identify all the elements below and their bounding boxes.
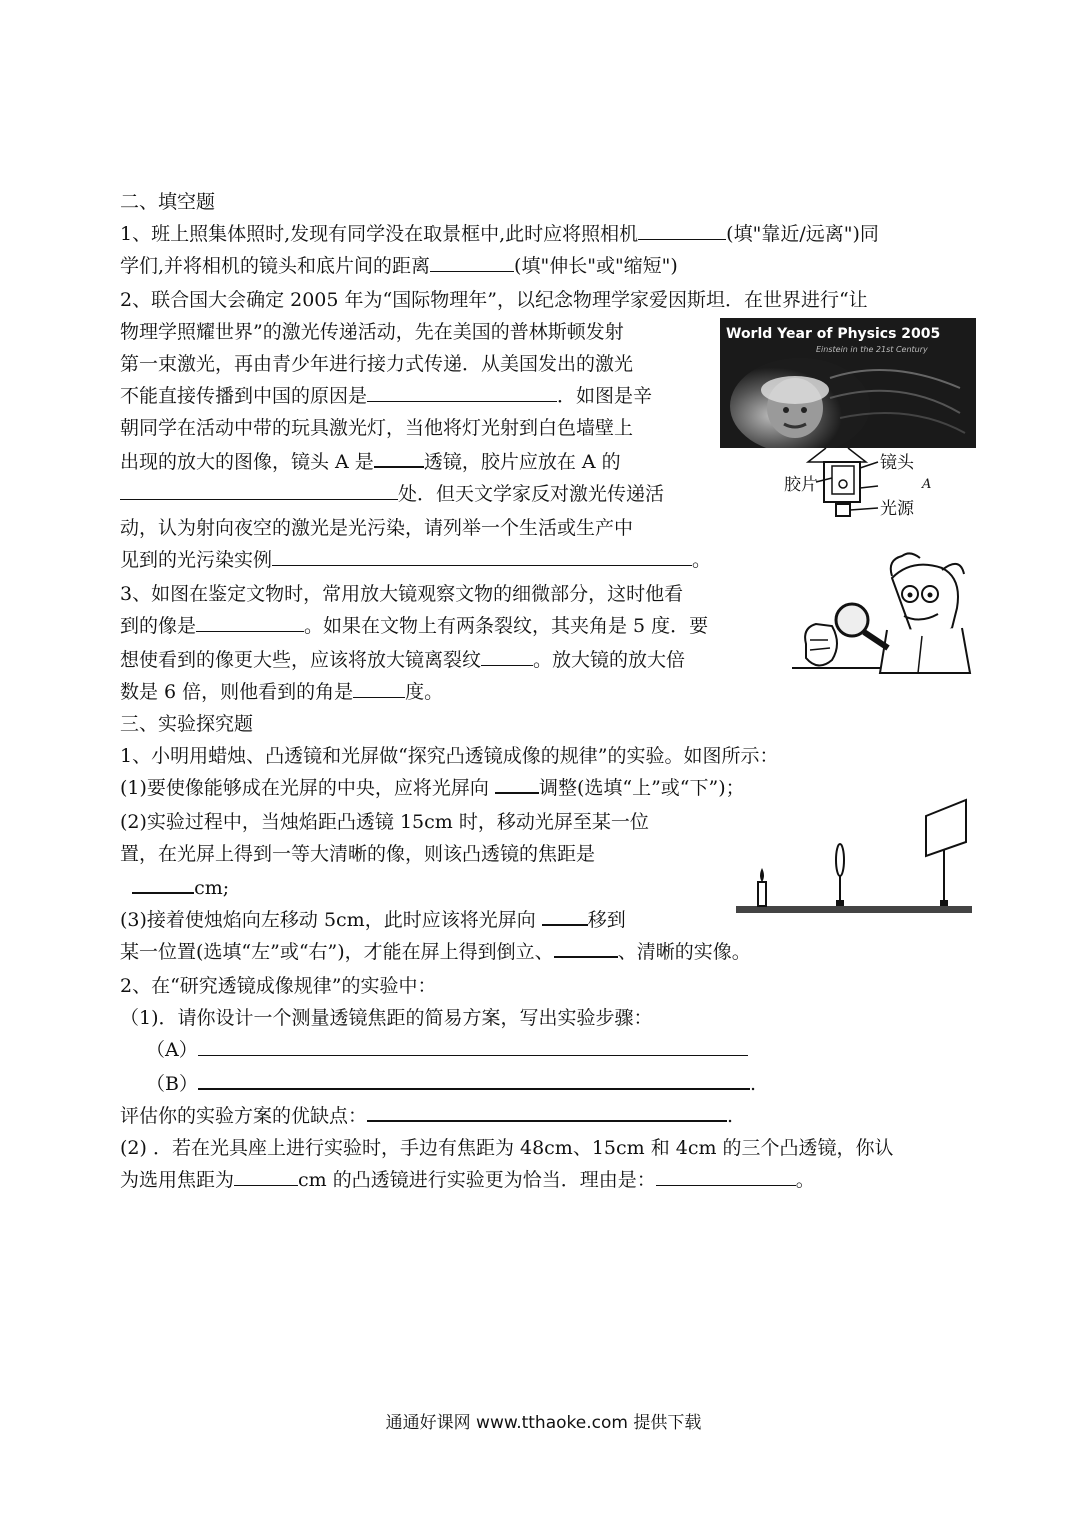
q3-text-4a: 数是 6 倍，则他看到的角是 (120, 681, 354, 703)
einstein-photo-icon (720, 318, 976, 448)
exp-q1-line-4: 置，在光屏上得到一等大清晰的像，则该凸透镜的焦距是 (120, 843, 596, 865)
q1-blank-1[interactable] (638, 219, 726, 240)
q2-text-9b: 。 (692, 549, 712, 571)
q3-blank-angle[interactable] (353, 677, 405, 698)
label-lens-letter: A (922, 477, 932, 492)
exp-q1-text-2b: 调整(选填“上”或“下”)； (538, 777, 745, 799)
section-heading-experiment: 三、实验探究题 (120, 713, 254, 735)
q1-line-2 (120, 250, 678, 282)
q2-blank-lens-type[interactable] (374, 446, 424, 468)
exp-q2-line-5: (2) ．若在光具座上进行实验时，手边有焦距为 48cm、15cm 和 4cm 的三个凸透镜，你认 (120, 1137, 894, 1159)
candle-icon (758, 882, 766, 906)
q2-text-6a: 出现的放大的图像，镜头 A 是 (120, 451, 374, 473)
label-lens: 镜头 (880, 453, 914, 473)
q3-line-2 (120, 610, 708, 642)
q2-line-1: 2、联合国大会确定 2005 年为“国际物理年”，以纪念物理学家爱因斯坦．在世界进行“让 (120, 289, 868, 311)
label-film: 胶片 (784, 475, 818, 495)
q3-line-1: 3、如图在鉴定文物时，常用放大镜观察文物的细微部分，这时他看 (120, 583, 684, 605)
q2-text-4a: 不能直接传播到中国的原因是 (120, 385, 368, 407)
exp-q1-line-2 (120, 772, 745, 804)
q1-text-2b: (填"伸长"或"缩短") (514, 255, 678, 277)
q2-line-4 (120, 380, 652, 412)
exp-q1-line-7 (120, 936, 751, 968)
exp-q1-text-7a: 某一位置(选填“左”或“右”)，才能在屏上得到倒立、 (120, 941, 554, 963)
exp-q2-eval-label: 评估你的实验方案的优缺点： (120, 1105, 368, 1127)
q1-text-1b: (填"靠近/远离")同 (726, 223, 879, 245)
exp-q2-step-b-end: . (749, 1073, 757, 1095)
exp-q2-blank-step-a[interactable] (198, 1035, 748, 1056)
laser-lamp-diagram (770, 448, 970, 520)
exp-q2-step-a-label: （A） (146, 1039, 198, 1061)
exp-q2-line-6 (120, 1164, 815, 1196)
exp-q2-eval-line (120, 1100, 733, 1132)
q1-blank-2[interactable] (430, 251, 514, 272)
optical-bench-diagram (734, 798, 974, 916)
scientist-magnifier-icon (792, 548, 972, 676)
banner-title: World Year of Physics 2005 (726, 326, 941, 342)
exp-q1-blank-screen-move[interactable] (542, 904, 588, 926)
q1-line-1 (120, 218, 879, 250)
exp-q2-blank-eval[interactable] (367, 1100, 727, 1122)
q2-line-6 (120, 446, 621, 478)
exp-q1-text-6b: 移到 (587, 909, 626, 931)
q2-line-5: 朝同学在活动中带的玩具激光灯，当他将灯光射到白色墙壁上 (120, 417, 634, 439)
exp-q2-blank-focal[interactable] (234, 1165, 298, 1186)
exp-q1-blank-focal-length[interactable] (132, 872, 194, 894)
q2-line-7 (120, 478, 664, 510)
q2-text-9a: 见到的光污染实例 (120, 549, 273, 571)
exp-q2-blank-step-b[interactable] (198, 1068, 750, 1090)
q3-text-2b: 。如果在文物上有两条裂纹，其夹角是 5 度．要 (304, 615, 709, 637)
exp-q1-blank-image-size[interactable] (554, 936, 618, 958)
exp-q1-text-5b: cm; (194, 877, 230, 899)
q2-blank-film-position[interactable] (120, 479, 398, 500)
exp-q1-line-6 (120, 904, 626, 936)
exp-q1-text-2a: (1)要使像能够成在光屏的中央，应将光屏向 (120, 777, 489, 799)
q2-line-9 (120, 544, 711, 576)
q3-text-2a: 到的像是 (120, 615, 197, 637)
exp-q2-step-b (146, 1068, 756, 1100)
exp-q2-text-6a: 为选用焦距为 (120, 1169, 235, 1191)
q2-line-8: 动，认为射向夜空的激光是光污染，请列举一个生活或生产中 (120, 517, 634, 539)
laser-lamp-icon (770, 448, 970, 520)
q3-text-3a: 想使看到的像更大些，应该将放大镜离裂纹 (120, 649, 482, 671)
exp-q2-text-6c: 。 (795, 1169, 815, 1191)
magnifier-scientist-illustration (792, 548, 972, 676)
q3-blank-distance[interactable] (481, 645, 533, 666)
exp-q2-line-2: （1)．请你设计一个测量透镜焦距的简易方案，写出实验步骤： (120, 1007, 653, 1029)
q3-blank-image-type[interactable] (196, 611, 304, 632)
exp-q1-text-7b: 、清晰的实像。 (617, 941, 751, 963)
exp-q1-line-3: (2)实验过程中，当烛焰距凸透镜 15cm 时，移动光屏至某一位 (120, 811, 649, 833)
q3-text-3b: 。放大镜的放大倍 (533, 649, 686, 671)
page-footer: 通通好课网 www.tthaoke.com 提供下载 (385, 1413, 702, 1433)
q1-text-1a: 1、班上照集体照时,发现有同学没在取景框中,此时应将照相机 (120, 223, 639, 245)
q2-text-7b: 处．但天文学家反对激光传递活 (398, 483, 665, 505)
convex-lens-icon (836, 844, 844, 876)
q2-line-3: 第一束激光，再由青少年进行接力式传递．从美国发出的激光 (120, 353, 634, 375)
candle-flame-icon (760, 868, 764, 882)
exp-q2-eval-end: . (727, 1105, 734, 1127)
light-screen-icon (926, 800, 966, 856)
q2-text-4b: ．如图是辛 (557, 385, 653, 407)
exp-q2-blank-reason[interactable] (656, 1165, 796, 1186)
optical-bench-icon (734, 798, 974, 916)
label-light-source: 光源 (880, 499, 914, 519)
banner-subtitle: Einstein in the 21st Century (816, 345, 928, 354)
exp-q2-line-1: 2、在“研究透镜成像规律”的实验中： (120, 975, 437, 997)
q2-text-6b: 透镜，胶片应放在 A 的 (423, 451, 621, 473)
q3-line-4 (120, 676, 443, 708)
exp-q1-text-6a: (3)接着使烛焰向左移动 5cm，此时应该将光屏向 (120, 909, 536, 931)
exp-q1-line-5 (120, 872, 229, 904)
exp-q2-step-a (146, 1034, 748, 1066)
exp-q1-blank-direction[interactable] (495, 772, 539, 794)
q2-line-2: 物理学照耀世界”的激光传递活动，先在美国的普林斯顿发射 (120, 321, 624, 343)
exp-q2-step-b-label: （B） (146, 1073, 198, 1095)
q1-text-2a: 学们,并将相机的镜头和底片间的距离 (120, 255, 431, 277)
exp-q1-line-1: 1、小明用蜡烛、凸透镜和光屏做“探究凸透镜成像的规律”的实验。如图所示： (120, 745, 779, 767)
q2-blank-light-pollution[interactable] (272, 545, 692, 566)
physics-year-banner (720, 318, 976, 448)
section-heading-fill-blank: 二、填空题 (120, 191, 216, 213)
q3-line-3 (120, 644, 685, 676)
q2-blank-reason[interactable] (367, 381, 557, 402)
exp-q2-text-6b: cm 的凸透镜进行实验更为恰当．理由是： (298, 1169, 656, 1191)
q3-text-4b: 度。 (405, 681, 444, 703)
